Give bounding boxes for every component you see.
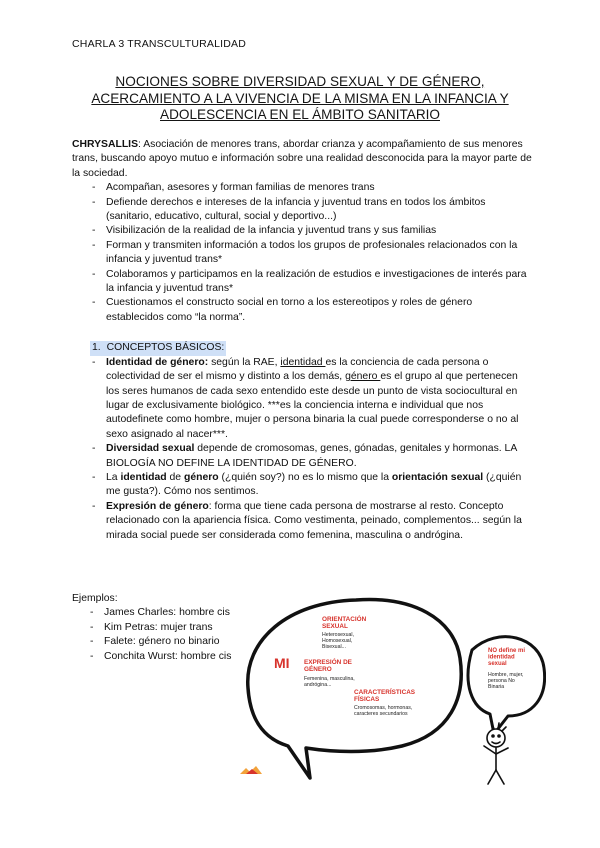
list-item: - Colaboramos y participamos en la realización de estudios e investigaciones de interés para la infancia y juventud trans* (92, 268, 532, 297)
small-bubble-title: NO define mi identidad sexual (488, 648, 526, 667)
intro-paragraph (72, 138, 532, 181)
title-line: NOCIONES SOBRE DIVERSIDAD SEXUAL Y DE GÉNERO, (115, 74, 485, 89)
underlined-word: género (345, 371, 381, 383)
concept-term: Diversidad sexual (106, 443, 195, 455)
intro-text: : Asociación de menores trans, abordar crianza y acompañamiento de sus menores trans, buscando apoyo mutuo e información sobre una realidad desconocida para la mayor parte de la sociedad. (72, 139, 532, 179)
concept-text: : forma que tiene cada persona de mostrarse al resto. Concepto relacionado con la apariencia física. Como vestimenta, peinado, complementos... según la mirada social puede ser considerada como femenina, masculina o andrógina. (106, 500, 522, 541)
physical-title: CARACTERÍSTICAS FÍSICAS (354, 689, 416, 703)
concept-text: según la RAE, (208, 356, 281, 368)
concept-identity-vs-orientation (92, 471, 532, 500)
intro-term: CHRYSALLIS (72, 139, 139, 150)
stick-figure (484, 723, 508, 784)
intro-list (72, 181, 532, 325)
identity-illustration (236, 588, 546, 788)
concept-text: de (166, 471, 184, 483)
title-line: ADOLESCENCIA EN EL ÁMBITO SANITARIO (160, 107, 440, 122)
list-item: - Cuestionamos el constructo social en torno a los estereotipos y roles de género establecidos como “la norma”. (92, 296, 532, 325)
list-item: - Acompañan, asesores y forman familias de menores trans (92, 181, 532, 195)
expression-text: Femenina, masculina, andrógina... (304, 676, 355, 688)
orientation-text: Heterosexual, Homosexual, Bisexual... (322, 632, 355, 650)
examples-list (72, 606, 242, 664)
concept-text: (¿quién soy?) no es lo mismo que la (218, 471, 392, 483)
page-header: CHARLA 3 TRANSCULTURALIDAD (72, 38, 247, 50)
concept-text: (¿quién me gusta?). Cómo nos sentimos. (106, 471, 522, 498)
orientation-title: ORIENTACIÓN SEXUAL (322, 616, 367, 630)
underlined-word: identidad (280, 356, 326, 368)
document-body (72, 138, 532, 543)
concept-term: orientación sexual (391, 471, 484, 483)
physical-text: Cromosomas, hormonas, caracteres secundarios (354, 705, 413, 717)
examples-label: Ejemplos: (72, 593, 118, 604)
example-item: - Kim Petras: mujer trans (90, 621, 242, 635)
example-item: - Conchita Wurst: hombre cis (90, 650, 242, 664)
document-title (72, 74, 528, 124)
small-bubble-text: Hombre, mujer, persona No Binaria (488, 672, 524, 690)
watermark-logo (240, 766, 262, 774)
list-item: - Visibilización de la realidad de la infancia y juventud trans y sus familias (92, 224, 532, 238)
concept-text: es el grupo al que pertenecen los seres humanos de cada sexo entendido este desde un punto de vista sociocultural en lugar de exclusivamente biológico. ***es la conciencia interna e individual que nos autodefinete como hombre, mujer o persona binaria la cual puede corresponderse o no al sexo asignado al nacer***. (106, 371, 519, 440)
example-item: - James Charles: hombre cis (90, 606, 242, 620)
concept-term: identidad (120, 471, 167, 483)
expression-title: EXPRESIÓN DE GÉNERO (304, 659, 352, 673)
example-item: - Falete: género no binario (90, 635, 242, 649)
concept-term: Identidad de género: (106, 356, 209, 368)
list-item: - Forman y transmiten información a todos los grupos de profesionales relacionados con la infancia y juventud trans* (92, 239, 532, 268)
concept-text: depende de cromosomas, genes, gónadas, genitales y hormonas. LA BIOLOGÍA NO DEFINE LA IDENTIDAD DE GÉNERO. (106, 443, 517, 469)
section-heading (72, 341, 532, 355)
concept-text: La (106, 471, 121, 483)
concept-text: es la conciencia de cada persona o colectividad de ser el mismo y distinto a los demás, (106, 356, 489, 383)
examples-block (72, 592, 242, 664)
concept-term: Expresión de género (106, 500, 209, 512)
concept-sexual-diversity (92, 442, 532, 471)
section-title: CONCEPTOS BÁSICOS: (106, 342, 225, 354)
concepts-list (72, 356, 532, 543)
concept-term: género (183, 471, 219, 483)
title-line: ACERCAMIENTO A LA VIVENCIA DE LA MISMA EN LA INFANCIA Y (91, 90, 509, 106)
concept-gender-expression (92, 500, 532, 543)
mi-label: MI (274, 655, 290, 671)
section-number: 1. (92, 342, 101, 354)
section-title-highlight (90, 341, 226, 355)
concept-gender-identity (92, 356, 532, 442)
list-item: - Defiende derechos e intereses de la infancia y juventud trans en todos los ámbitos (sanitario, educativo, cultural, social y deportivo...) (92, 196, 532, 225)
